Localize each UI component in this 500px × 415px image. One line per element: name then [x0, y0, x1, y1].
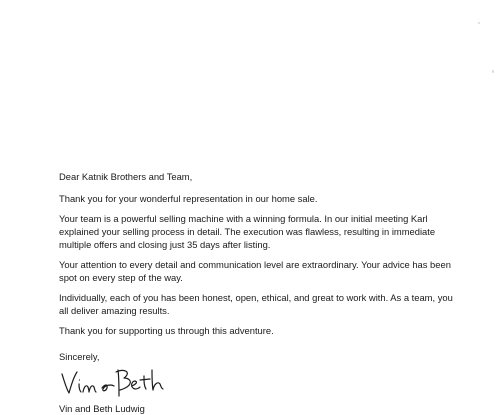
paragraph-team: Your team is a powerful selling machine with a winning formula. In our initial meeting Karl explained your selling process in detail. The execution was flawless, resulting in immediate multiple offers and closing just 35 days after listing.	[59, 213, 436, 250]
scan-speck	[478, 22, 480, 24]
salutation: Dear Katnik Brothers and Team,	[59, 171, 193, 182]
handwritten-signature	[60, 366, 190, 400]
signer-names: Vin and Beth Ludwig	[59, 403, 145, 414]
scan-speck	[492, 70, 494, 73]
letter-body	[59, 170, 464, 344]
paragraph-adventure: Thank you for supporting us through this adventure.	[59, 325, 274, 336]
paragraph-attention: Your attention to every detail and communication level are extraordinary. Your advice has been spot on every step of the way.	[59, 259, 451, 283]
closing: Sincerely,	[59, 351, 100, 362]
paragraph-thanks: Thank you for your wonderful representation in our home sale.	[59, 193, 318, 204]
paragraph-individually: Individually, each of you has been honest, open, ethical, and great to work with. As a team, you all deliver amazing results.	[59, 292, 453, 316]
